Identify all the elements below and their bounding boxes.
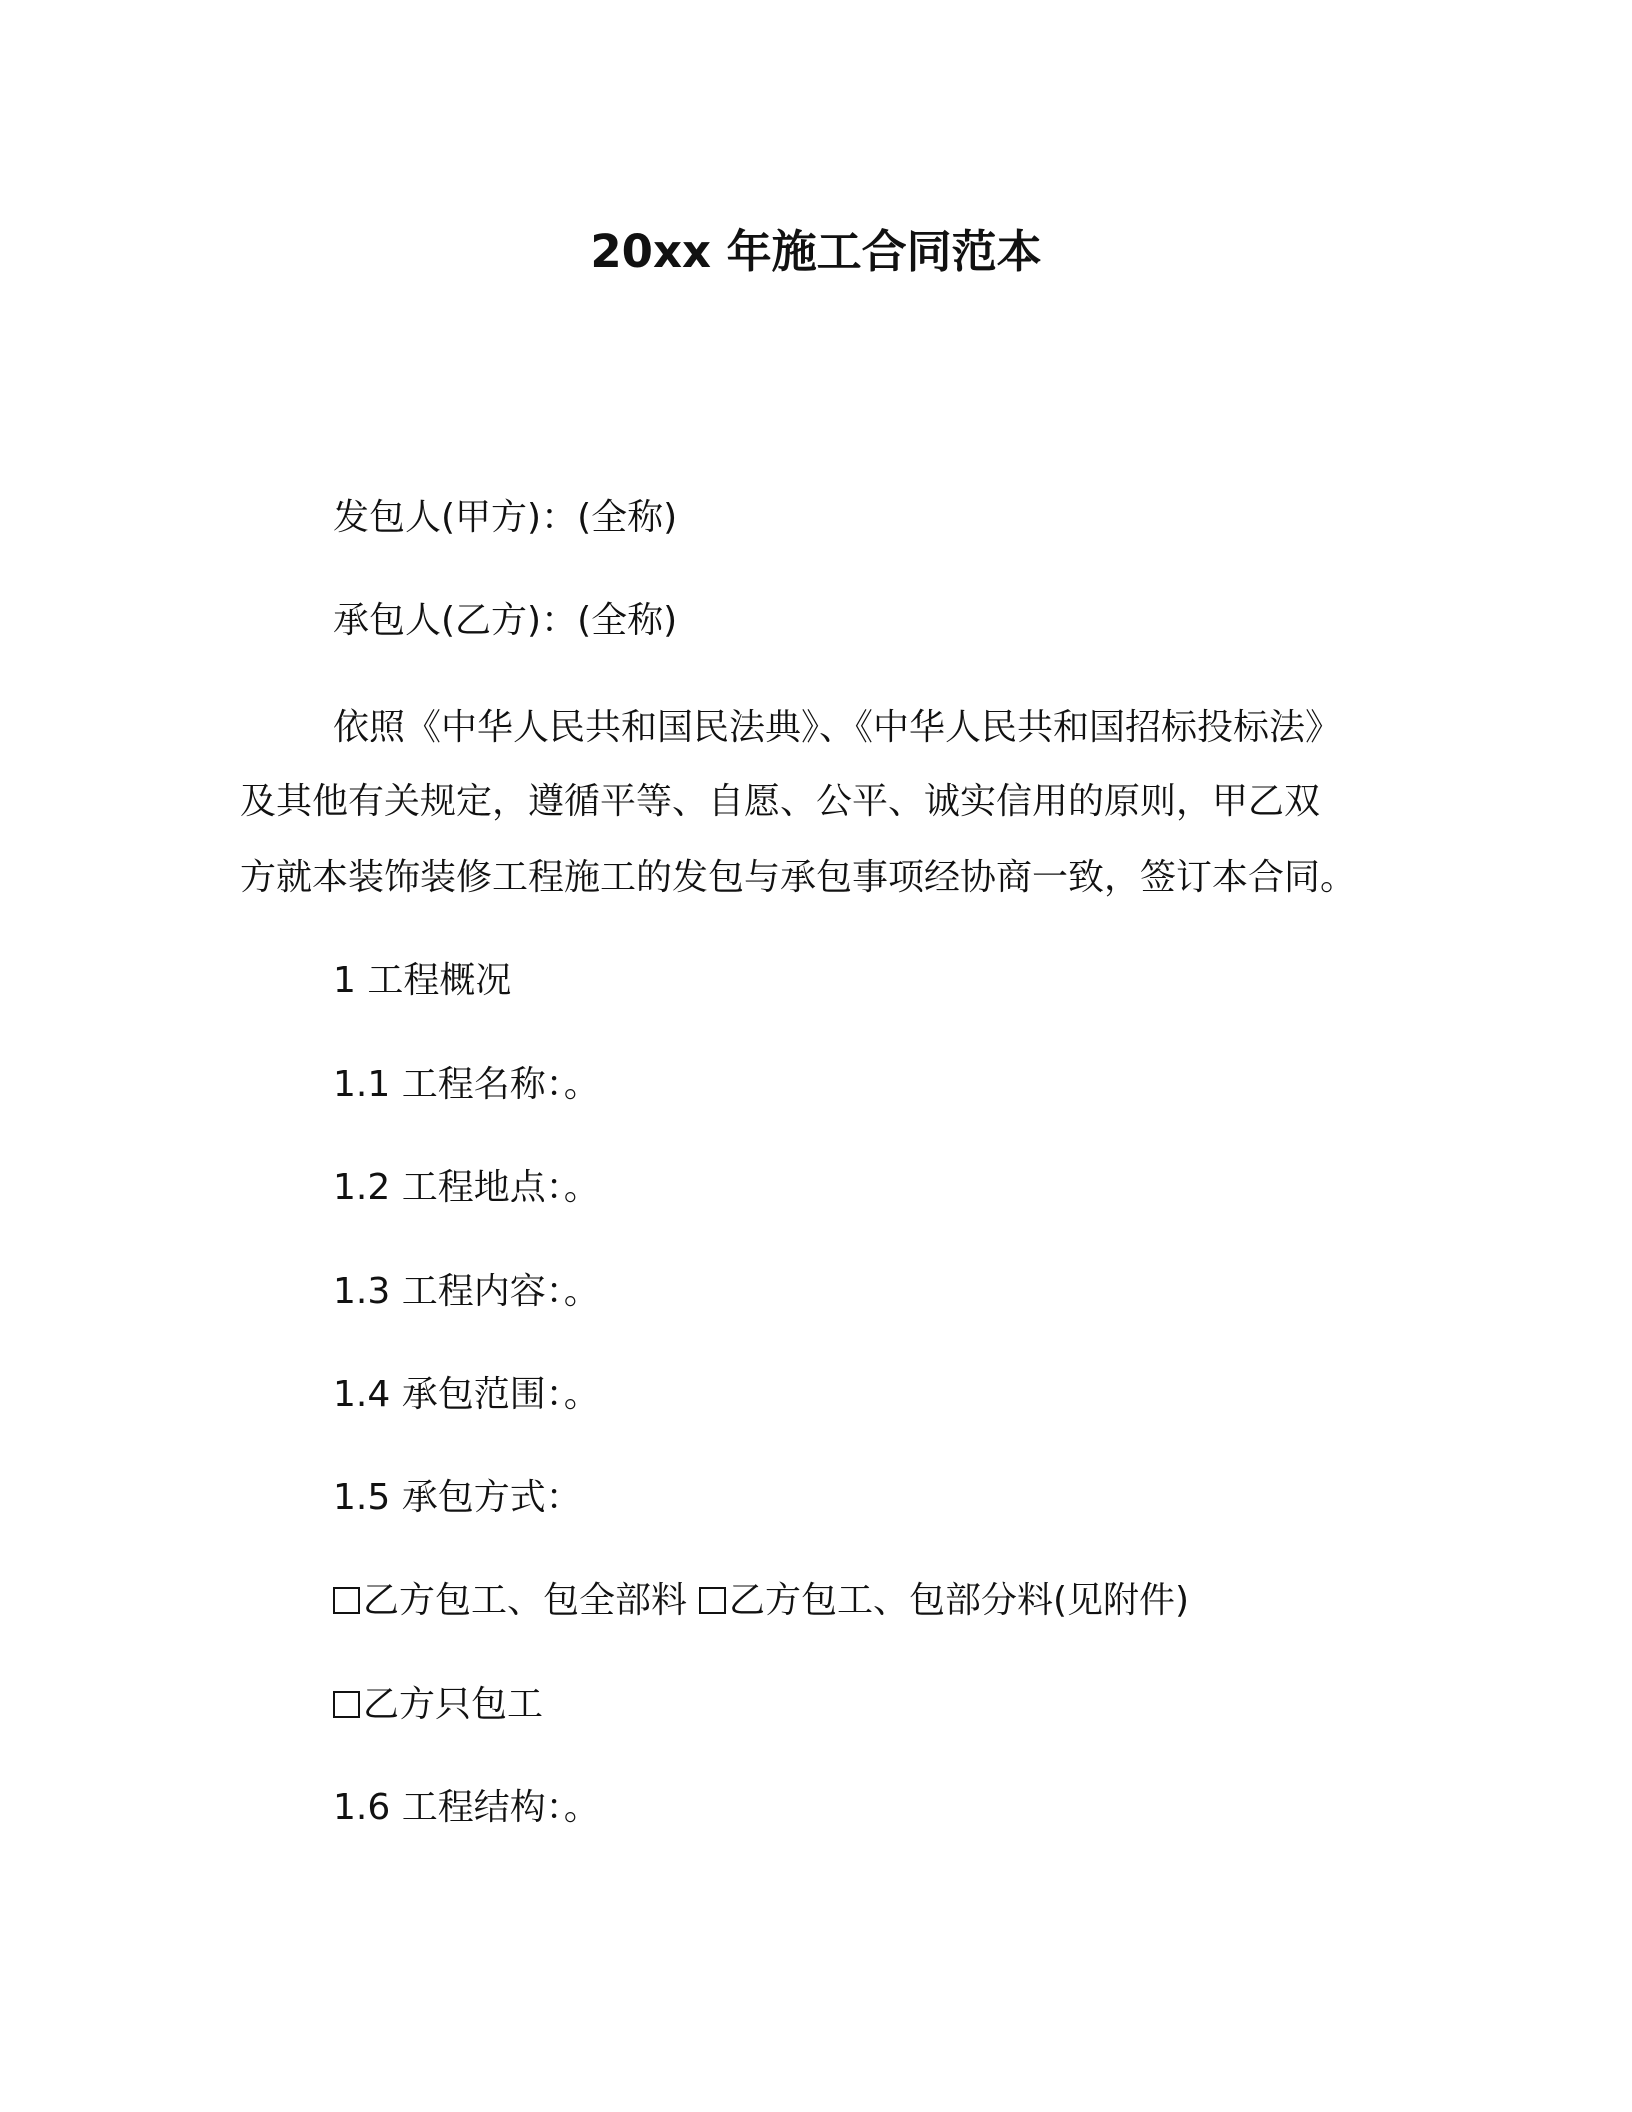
full-material-checkbox[interactable] — [333, 1587, 360, 1614]
document-title: 20xx 年施工合同范本 — [590, 225, 1042, 278]
section-heading-1: 1 工程概况 — [333, 960, 512, 1001]
item-contract-scope: 1.4 承包范围：。 — [333, 1374, 600, 1415]
item-project-content: 1.3 工程内容：。 — [333, 1271, 600, 1312]
preamble-line-2: 及其他有关规定，遵循平等、自愿、公平、诚实信用的原则，甲乙双 — [240, 781, 1321, 822]
full-material-option-label: 乙方包工、包全部料 — [363, 1580, 688, 1621]
labor-only-checkbox[interactable] — [333, 1691, 360, 1718]
contract-method-options-row — [333, 1576, 1189, 1626]
preamble-line-1: 依照《中华人民共和国民法典》、《中华人民共和国招标投标法》 — [333, 707, 1342, 748]
partial-material-option-label: 乙方包工、包部分料(见附件) — [729, 1580, 1190, 1621]
partial-material-checkbox[interactable] — [699, 1587, 726, 1614]
item-project-name: 1.1 工程名称：。 — [333, 1064, 600, 1105]
party-b-line: 承包人(乙方)：(全称) — [333, 600, 678, 641]
labor-only-option-row — [333, 1680, 543, 1730]
labor-only-option-label: 乙方只包工 — [363, 1684, 544, 1725]
preamble-line-3: 方就本装饰装修工程施工的发包与承包事项经协商一致，签订本合同。 — [240, 857, 1357, 898]
party-a-line: 发包人(甲方)：(全称) — [333, 497, 678, 538]
item-project-location: 1.2 工程地点：。 — [333, 1167, 600, 1208]
item-contract-method: 1.5 承包方式： — [333, 1477, 582, 1518]
item-project-structure: 1.6 工程结构：。 — [333, 1787, 600, 1828]
